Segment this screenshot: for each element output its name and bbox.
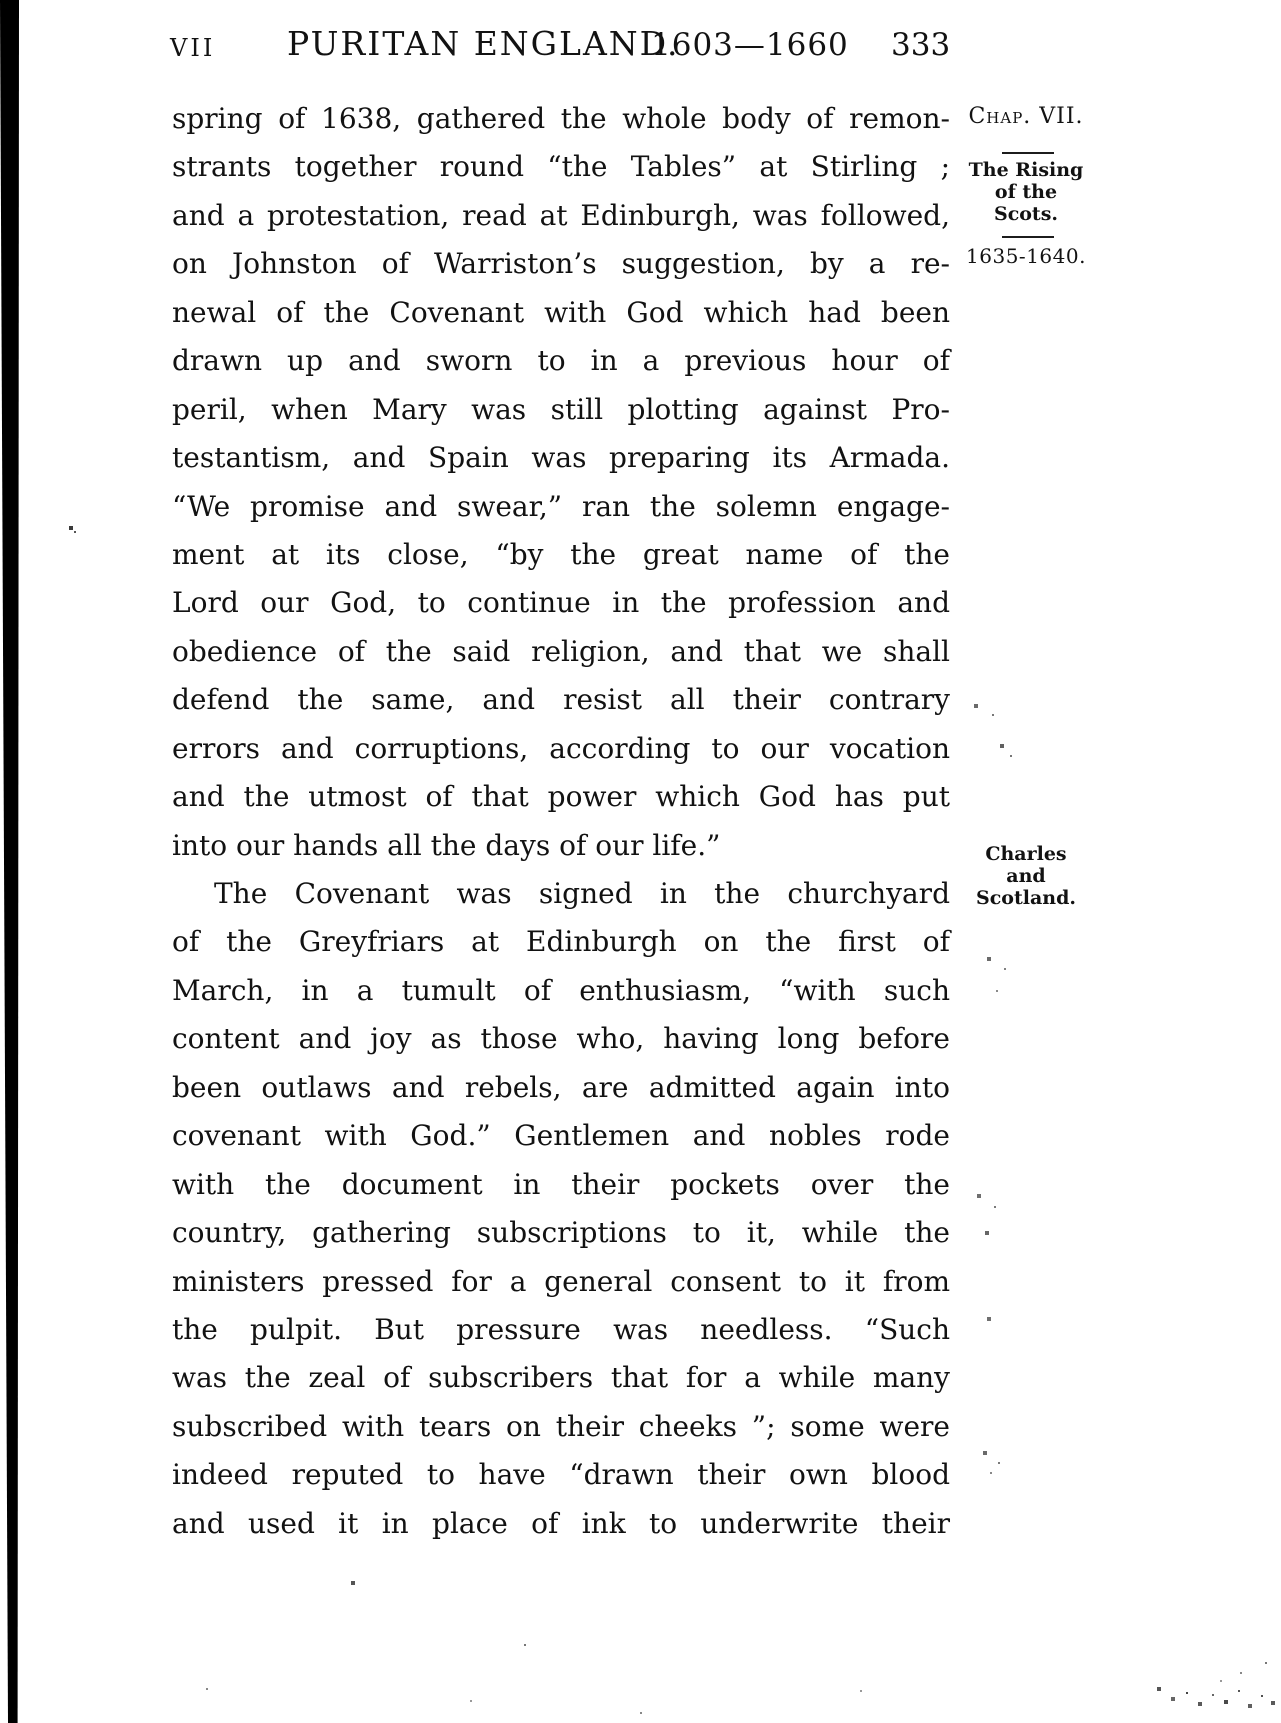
sidenote-charles-and-scotland (956, 843, 1096, 909)
body-text-column (172, 95, 950, 1548)
sidenote-line: The Rising (968, 159, 1084, 181)
sidenote-line: Scots. (993, 203, 1059, 225)
body-line: peril, when Mary was still plotting against Pro- (172, 392, 950, 426)
sidenote-line: and (1006, 865, 1046, 887)
body-line: ment at its close, “by the great name of the (172, 537, 950, 571)
body-line: of the Greyfriars at Edinburgh on the first of (172, 925, 950, 959)
running-head-dates: 1603—1660 (651, 27, 849, 63)
body-line: Lord our God, to continue in the profession and (172, 586, 950, 620)
sidenote-chapter: Chap. VII. (968, 104, 1084, 129)
body-line: March, in a tumult of enthusiasm, “with such (172, 973, 950, 1007)
body-line: and used it in place of ink to underwrite their (172, 1506, 950, 1540)
body-line: newal of the Covenant with God which had been (172, 295, 950, 329)
body-line-paragraph-start: The Covenant was signed in the churchyard (214, 877, 950, 910)
body-line: content and joy as those who, having long before (172, 1022, 950, 1056)
body-line: defend the same, and resist all their contrary (172, 683, 950, 717)
body-line: and a protestation, read at Edinburgh, was followed, (172, 198, 950, 232)
body-line: errors and corruptions, according to our vocation (172, 731, 950, 765)
body-line: indeed reputed to have “drawn their own blood (172, 1458, 950, 1492)
body-line: drawn up and sworn to in a previous hour of (172, 344, 950, 378)
body-line: spring of 1638, gathered the whole body of remon- (172, 102, 950, 135)
body-line: subscribed with tears on their cheeks ”; some were (172, 1409, 950, 1443)
body-line: country, gathering subscriptions to it, while the (172, 1216, 950, 1250)
sidenote-dates: 1635-1640. (966, 244, 1086, 268)
sidenote-line: Scotland. (976, 887, 1076, 909)
body-line: testantism, and Spain was preparing its Armada. (172, 441, 950, 475)
body-line: the pulpit. But pressure was needless. “Such (172, 1312, 950, 1346)
sidenote-rising-of-scots (956, 159, 1096, 225)
running-head-title: PURITAN ENGLAND. (287, 24, 680, 63)
sidenote-rule (1002, 236, 1054, 238)
sidenote-rule (1002, 152, 1054, 154)
scan-noise-speckles (0, 0, 2, 2)
body-line: obedience of the said religion, and that we shall (172, 634, 950, 668)
body-line: and the utmost of that power which God has put (172, 780, 950, 814)
body-line: was the zeal of subscribers that for a while many (172, 1361, 950, 1395)
body-line: strants together round “the Tables” at Stirling ; (172, 150, 950, 184)
body-line: with the document in their pockets over the (172, 1167, 950, 1201)
body-line: covenant with God.” Gentlemen and nobles rode (172, 1119, 950, 1153)
body-line: “We promise and swear,” ran the solemn engage- (172, 489, 950, 523)
body-line: ministers pressed for a general consent to it from (172, 1264, 950, 1298)
page-number: 333 (891, 27, 951, 63)
scan-edge-bar (0, 0, 20, 1723)
running-head-chapter: VII (170, 34, 216, 62)
sidenote-line: of the (994, 181, 1058, 203)
sidenote-line: Charles (985, 843, 1067, 865)
body-line: into our hands all the days of our life.” (172, 828, 721, 862)
body-line: been outlaws and rebels, are admitted again into (172, 1070, 950, 1104)
body-line: on Johnston of Warriston’s suggestion, by a re- (172, 247, 950, 281)
